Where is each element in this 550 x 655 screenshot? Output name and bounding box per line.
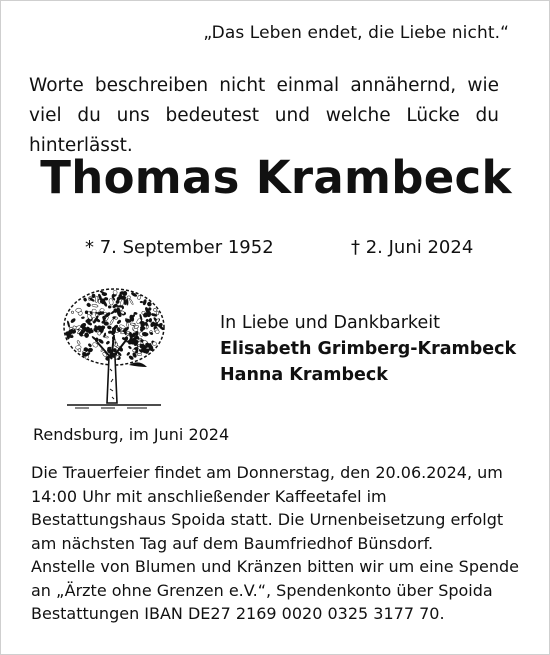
place-date: Rendsburg, im Juni 2024 (33, 425, 230, 444)
mourners-block (220, 310, 516, 388)
service-notice (31, 461, 536, 626)
birth-date: * 7. September 1952 (85, 237, 274, 258)
service-line: Bestattungshaus Spoida statt. Die Urnenbeisetzung erfolgt (31, 510, 504, 529)
service-line: 14:00 Uhr mit anschließender Kaffeetafel im (31, 486, 387, 506)
service-line: an „Ärzte ohne Grenzen e.V.“, Spendenkonto über Spoida (31, 580, 493, 600)
death-date: † 2. Juni 2024 (351, 237, 474, 258)
service-line: am nächsten Tag auf dem Baumfriedhof Bünsdorf. (31, 533, 434, 553)
service-line: Anstelle von Blumen und Kränzen bitten wir um eine Spende (31, 557, 519, 576)
service-line: Die Trauerfeier findet am Donnerstag, den 20.06.2024, um (31, 463, 503, 482)
quote: „Das Leben endet, die Liebe nicht.“ (203, 23, 509, 43)
mourner-name: Hanna Krambeck (220, 365, 388, 385)
mourners-intro: In Liebe und Dankbarkeit (220, 313, 440, 333)
deceased-name: Thomas Krambeck (40, 151, 512, 204)
intro-text: Worte beschreiben nicht einmal annähernd, wie viel du uns bedeutest und welche Lücke du hinterlässt. (29, 75, 499, 156)
service-line: Bestattungen IBAN DE27 2169 0020 0325 3177 70. (31, 604, 445, 623)
mourner-name: Elisabeth Grimberg-Krambeck (220, 339, 517, 359)
tree-icon (57, 287, 171, 413)
